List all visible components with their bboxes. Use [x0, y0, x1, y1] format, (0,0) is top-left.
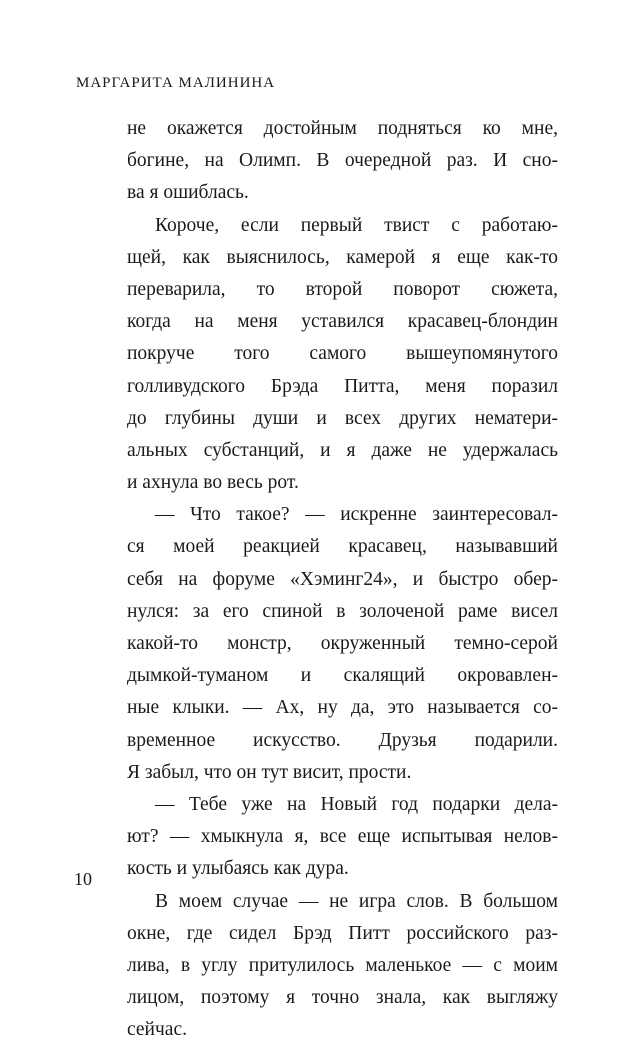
text-line: — Тебе уже на Новый год подарки дела- — [155, 793, 558, 815]
text-line: ют? — хмыкнула я, все еще испытывая нелов- — [127, 826, 558, 848]
text-line: альных субстанций, и я даже не удержалась — [127, 439, 558, 461]
text-line: ся моей реакцией красавец, называвший — [127, 536, 558, 558]
text-line: голливудского Брэда Питта, меня поразил — [127, 375, 558, 397]
text-line: — Что такое? — искренне заинтересовал- — [155, 504, 558, 526]
running-head: МАРГАРИТА МАЛИНИНА — [76, 75, 276, 91]
text-line: нулся: за его спиной в золоченой раме висел — [127, 600, 558, 622]
page-number: 10 — [74, 869, 92, 889]
text-line: какой-то монстр, окруженный темно-серой — [127, 633, 558, 654]
text-line: Короче, если первый твист с работаю- — [155, 214, 558, 236]
text-line: переварила, то второй поворот сюжета, — [127, 278, 558, 300]
text-line: богине, на Олимп. В очередной раз. И сно- — [127, 150, 558, 172]
text-line: до глубины души и всех других нематери- — [127, 407, 558, 429]
text-line: В моем случае — не игра слов. В большом — [155, 890, 558, 912]
text-line: себя на форуме «Хэминг24», и быстро обер- — [127, 568, 558, 590]
text-line: дымкой-туманом и скалящий окровавлен- — [127, 665, 558, 687]
text-line: щей, как выяснилось, камерой я еще как-то — [127, 246, 558, 268]
text-line: Я забыл, что он тут висит, прости. — [127, 761, 412, 783]
text-line: сейчас. — [127, 1019, 187, 1041]
text-line: ва я ошиблась. — [127, 182, 249, 204]
text-line: окне, где сидел Брэд Питт российского раз- — [127, 922, 558, 944]
text-line: лицом, поэтому я точно знала, как выгляжу — [127, 987, 558, 1009]
text-line: когда на меня уставился красавец-блондин — [127, 311, 558, 333]
text-line: временное искусство. Друзья подарили. — [127, 729, 558, 751]
text-line: не окажется достойным подняться ко мне, — [127, 118, 558, 139]
text-line: лива, в углу притулилось маленькое — с моим — [127, 954, 558, 976]
text-line: покруче того самого вышеупомянутого — [127, 343, 558, 365]
text-line: кость и улыбаясь как дура. — [127, 858, 349, 880]
text-line: и ахнула во весь рот. — [127, 472, 299, 494]
text-line: ные клыки. — Ах, ну да, это называется со- — [127, 697, 558, 719]
body-text — [127, 113, 558, 1046]
